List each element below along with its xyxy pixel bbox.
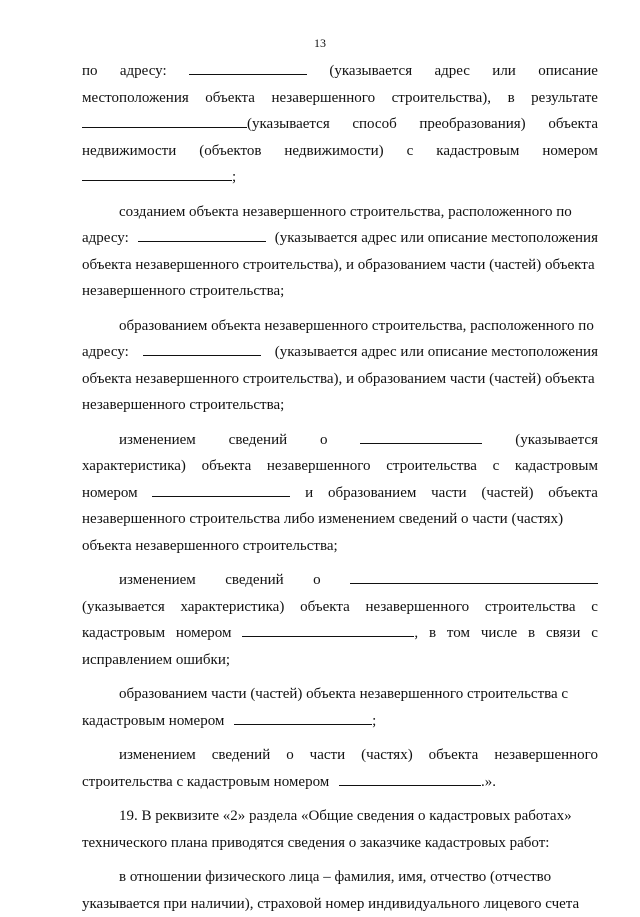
line-text: (указывается адрес или описание местоположения [275, 225, 598, 252]
word: или [492, 58, 516, 85]
text-line [82, 864, 598, 891]
blank-field [189, 59, 307, 75]
line-text: в отношении физического лица – фамилия, имя, отчество (отчество [119, 869, 551, 885]
text-line [82, 742, 598, 769]
text-line [82, 681, 598, 708]
text-line [82, 647, 598, 674]
text-line [82, 278, 598, 305]
word: (указывается [515, 427, 598, 454]
text-line [82, 164, 598, 191]
word: ; [232, 169, 236, 185]
word: сведений [229, 427, 287, 454]
word: адресу: [82, 339, 129, 366]
text-line [82, 252, 598, 279]
blank-field [152, 481, 290, 497]
text-line [82, 225, 598, 252]
word: том [447, 620, 470, 647]
blank-group [242, 620, 418, 647]
blank-field [360, 428, 482, 444]
word: о [320, 427, 328, 454]
text-line [82, 891, 598, 917]
line-text: объекта незавершенного строительства), и образованием части (частей) объекта [82, 257, 595, 273]
line-text: указывается при наличии), страховой номер индивидуального лицевого счета [82, 896, 579, 912]
word: характеристика) [82, 453, 186, 480]
text-line [82, 769, 598, 796]
word: незавершенного [494, 742, 598, 769]
word: и [305, 480, 313, 507]
text-line [82, 339, 598, 366]
word: изменением [119, 567, 196, 594]
text-line [82, 58, 598, 85]
word: сведений [225, 567, 283, 594]
blank-field [82, 165, 232, 181]
text-line [82, 567, 598, 594]
word: . [481, 774, 485, 790]
word: , [414, 625, 418, 641]
word: номером [176, 620, 232, 647]
line-text: исправлением ошибки; [82, 652, 230, 668]
word: объекта [202, 453, 252, 480]
word: в [528, 620, 535, 647]
word: (объектов [199, 138, 261, 165]
text-line [82, 708, 598, 735]
line-text: объекта незавершенного строительства; [82, 538, 338, 554]
blank-field [138, 226, 266, 242]
line-text: кадастровым номером [82, 713, 224, 729]
blank-field [143, 340, 261, 356]
blank-field [242, 621, 414, 637]
word: адресу: [120, 58, 167, 85]
text-line [82, 111, 598, 138]
word: преобразования) [419, 111, 525, 138]
word: незавершенного [271, 85, 375, 112]
word: объекта [300, 594, 350, 621]
word: незавершенного [365, 594, 469, 621]
text-line [82, 138, 598, 165]
text-line [82, 392, 598, 419]
line-text: образованием объекта незавершенного строительства, расположенного по [119, 318, 594, 334]
word: (указывается [82, 594, 165, 621]
line-text: незавершенного строительства; [82, 397, 284, 413]
text-line [82, 594, 598, 621]
word: кадастровым [515, 453, 598, 480]
line-text: незавершенного строительства либо изменением сведений о части (частях) [82, 511, 563, 527]
word: связи [546, 620, 580, 647]
word: адрес [434, 58, 469, 85]
word: изменением [119, 427, 196, 454]
document-body [82, 58, 598, 917]
line-text: объекта незавершенного строительства), и образованием части (частей) объекта [82, 371, 595, 387]
word: строительства [485, 594, 576, 621]
word: о [313, 567, 321, 594]
text-line [82, 453, 598, 480]
line-text: строительства с кадастровым номером [82, 774, 329, 790]
word: недвижимости) [284, 138, 383, 165]
word: номером [542, 138, 598, 165]
word: объекта [548, 480, 598, 507]
line-text: незавершенного строительства; [82, 283, 284, 299]
text-line [82, 506, 598, 533]
word: (указывается [247, 116, 330, 132]
line-text: образованием части (частей) объекта незавершенного строительства с [119, 686, 568, 702]
word: недвижимости [82, 138, 176, 165]
word: ; [372, 713, 376, 729]
word: с [493, 453, 500, 480]
word: в [429, 620, 436, 647]
word: характеристика) [180, 594, 284, 621]
word: номером [82, 480, 138, 507]
text-line [82, 620, 598, 647]
word: кадастровым [436, 138, 519, 165]
word: (частей) [481, 480, 533, 507]
line-text: технического плана приводятся сведения о заказчике кадастровых работ: [82, 835, 549, 851]
word: результате [531, 85, 598, 112]
word: объекта [548, 111, 598, 138]
word: по [82, 58, 98, 85]
word: адресу: [82, 225, 129, 252]
text-line [82, 480, 598, 507]
word: незавершенного [267, 453, 371, 480]
word: части [310, 742, 345, 769]
word: объекта [205, 85, 255, 112]
word: части [431, 480, 466, 507]
word: строительства), [392, 85, 491, 112]
word: с [591, 620, 598, 647]
word: о [286, 742, 294, 769]
text-line [82, 366, 598, 393]
blank-field [339, 770, 481, 786]
word: числе [481, 620, 517, 647]
word: с [407, 138, 414, 165]
word: кадастровым [82, 620, 165, 647]
word: (частях) [361, 742, 413, 769]
word: объекта [429, 742, 479, 769]
line-text: 19. В реквизите «2» раздела «Общие сведения о кадастровых работах» [119, 808, 572, 824]
blank-field [82, 112, 247, 128]
word: . [492, 774, 496, 790]
word: образованием [328, 480, 416, 507]
word: (указывается [329, 58, 412, 85]
word: строительства [386, 453, 477, 480]
text-line [82, 313, 598, 340]
word: местоположения [82, 85, 189, 112]
line-text: созданием объекта незавершенного строительства, расположенного по [119, 204, 572, 220]
word: изменением [119, 742, 196, 769]
word: способ [352, 111, 396, 138]
text-line [82, 427, 598, 454]
closing-quote: » [485, 774, 493, 790]
line-text: (указывается адрес или описание местоположения [275, 339, 598, 366]
text-line [82, 85, 598, 112]
page-number: 13 [0, 36, 640, 51]
word: в [508, 85, 515, 112]
blank-field [350, 568, 598, 584]
word: с [591, 594, 598, 621]
text-line [82, 803, 598, 830]
text-line [82, 533, 598, 560]
blank-group [82, 111, 330, 138]
word: описание [538, 58, 598, 85]
word: сведений [212, 742, 270, 769]
text-line [82, 199, 598, 226]
text-line [82, 830, 598, 857]
blank-field [234, 709, 372, 725]
